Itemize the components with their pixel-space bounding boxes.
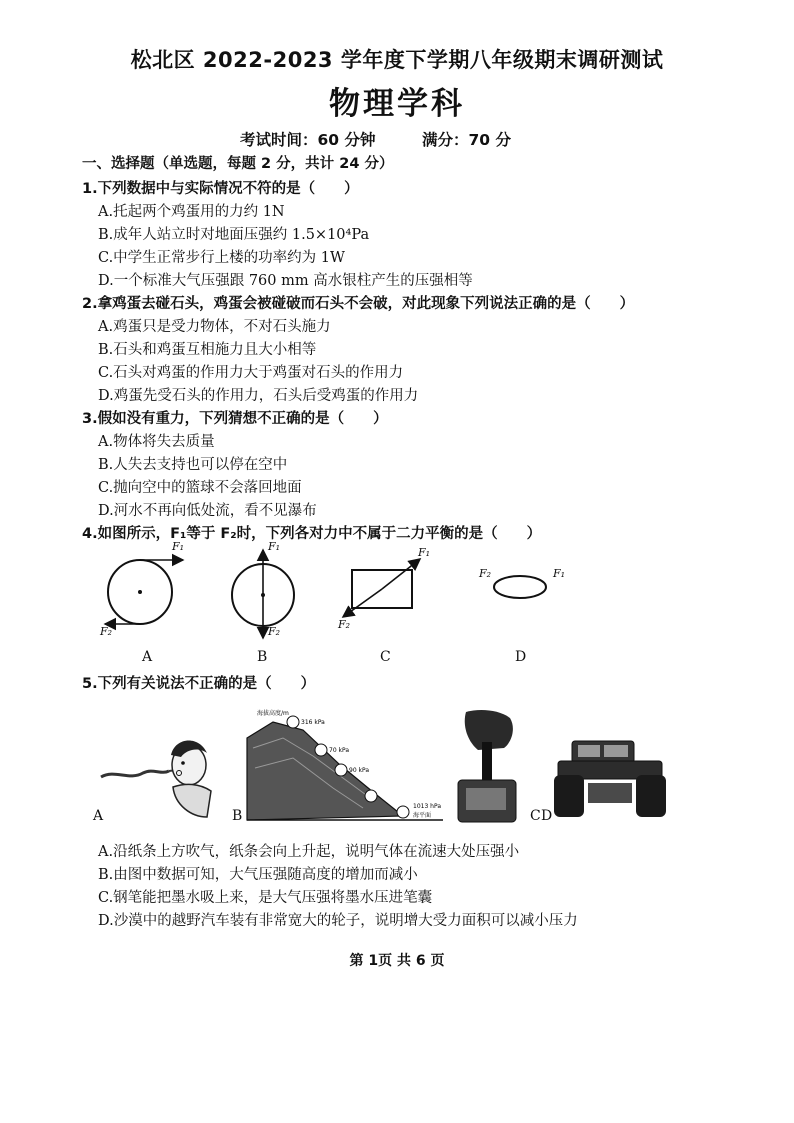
q5-picture-b-mountain-pressure — [243, 708, 448, 826]
boy-body — [173, 784, 211, 817]
exam-time: 考试时间：60 分钟 — [240, 131, 376, 149]
question-3-stem: 3.假如没有重力，下列猜想不正确的是（ ） — [82, 411, 388, 427]
gauge-2 — [315, 744, 327, 756]
q4c-f1-arrow — [382, 559, 420, 589]
q5-caption-a: A — [93, 808, 104, 824]
q4b-f2-label: F₂ — [268, 625, 281, 638]
q4-caption-d: D — [515, 649, 527, 665]
question-5-stem: 5.下列有关说法不正确的是（ ） — [82, 676, 316, 692]
question-3-option-c: C.抛向空中的篮球不会落回地面 — [98, 480, 302, 496]
q4a-center-dot — [138, 590, 142, 594]
q4-caption-b: B — [257, 649, 268, 665]
q4-caption-c: C — [380, 649, 391, 665]
question-5-option-a: A.沿纸条上方吹气，纸条会向上升起，说明气体在流速大处压强小 — [98, 844, 520, 860]
question-1-option-b: B.成年人站立时对地面压强约 1.5×10⁴Pa — [98, 227, 370, 243]
gauge-5 — [397, 806, 409, 818]
q5-caption-b: B — [232, 808, 243, 824]
wheel-front-right — [636, 775, 666, 817]
q4b-center-dot — [261, 593, 265, 597]
gauge-3 — [335, 764, 347, 776]
q5b-pressure-4: 1013 hPa — [413, 803, 442, 810]
question-3-option-a: A.物体将失去质量 — [98, 434, 215, 450]
question-1-option-a: A.托起两个鸡蛋用的力约 1N — [98, 204, 285, 220]
q4d-ellipse — [494, 576, 546, 598]
q5-picture-d-offroad-truck — [550, 735, 670, 820]
question-2-stem: 2.拿鸡蛋去碰石头，鸡蛋会被碰破而石头不会破，对此现象下列说法正确的是（ ） — [82, 296, 635, 312]
gauge-4 — [365, 790, 377, 802]
question-2-option-b: B.石头和鸡蛋互相施力且大小相等 — [98, 342, 317, 358]
question-3-option-b: B.人失去支持也可以停在空中 — [98, 457, 288, 473]
q4c-f2-label: F₂ — [338, 618, 351, 631]
question-3-option-d: D.河水不再向低处流，看不见瀑布 — [98, 503, 317, 519]
q4c-f1-label: F₁ — [418, 546, 431, 559]
q4c-f2-arrow — [343, 589, 382, 617]
q5-picture-c-fountain-pen — [452, 708, 527, 826]
q4b-f1-label: F₁ — [268, 540, 281, 553]
page-footer: 第 1页 共 6 页 — [349, 953, 445, 969]
q5-caption-d: D — [541, 808, 553, 824]
question-2-option-a: A.鸡蛋只是受力物体，不对石头施力 — [98, 319, 331, 335]
wheel-front-left — [554, 775, 584, 817]
q5b-sea-level: 海平面 — [413, 812, 432, 819]
q4d-f2-label: F₂ — [479, 567, 492, 580]
q5b-pressure-1: 316 kPa — [301, 719, 325, 726]
q4a-f2-label: F₂ — [100, 625, 113, 638]
q4-caption-a: A — [142, 649, 153, 665]
subject-title: 物理学科 — [329, 86, 465, 122]
question-1-stem: 1.下列数据中与实际情况不符的是（ ） — [82, 181, 359, 197]
q5b-pressure-3: 90 kPa — [349, 767, 370, 774]
question-1-option-c: C.中学生正常步行上楼的功率约为 1W — [98, 250, 345, 266]
gauge-1 — [287, 716, 299, 728]
q5-picture-a-boy-blowing — [95, 725, 220, 825]
q4-figure-d — [485, 565, 555, 615]
q5b-pressure-2: 70 kPa — [329, 747, 350, 754]
q4d-f1-label: F₁ — [553, 567, 566, 580]
q5b-altitude-label: 海拔高度/m — [257, 710, 289, 717]
question-2-option-c: C.石头对鸡蛋的作用力大于鸡蛋对石头的作用力 — [98, 365, 404, 381]
question-1-option-d: D.一个标准大气压强跟 760 mm 高水银柱产生的压强相等 — [98, 273, 473, 289]
section-heading: 一、选择题（单选题，每题 2 分，共计 24 分） — [82, 156, 394, 172]
q5-caption-c: C — [530, 808, 541, 824]
question-5-option-c: C.钢笔能把墨水吸上来，是大气压强将墨水压进笔囊 — [98, 890, 433, 906]
question-2-option-d: D.鸡蛋先受石头的作用力，石头后受鸡蛋的作用力 — [98, 388, 419, 404]
exam-title: 松北区 2022-2023 学年度下学期八年级期末调研测试 — [130, 48, 664, 72]
question-5-option-d: D.沙漠中的越野汽车装有非常宽大的轮子，说明增大受力面积可以减小压力 — [98, 913, 578, 929]
question-5-option-b: B.由图中数据可知，大气压强随高度的增加而减小 — [98, 867, 418, 883]
paper-strip — [101, 771, 169, 777]
question-4-stem: 4.如图所示，F₁等于 F₂时，下列各对力中不属于二力平衡的是（ ） — [82, 526, 542, 542]
full-score: 满分：70 分 — [422, 131, 511, 149]
q4a-f1-label: F₁ — [172, 540, 185, 553]
